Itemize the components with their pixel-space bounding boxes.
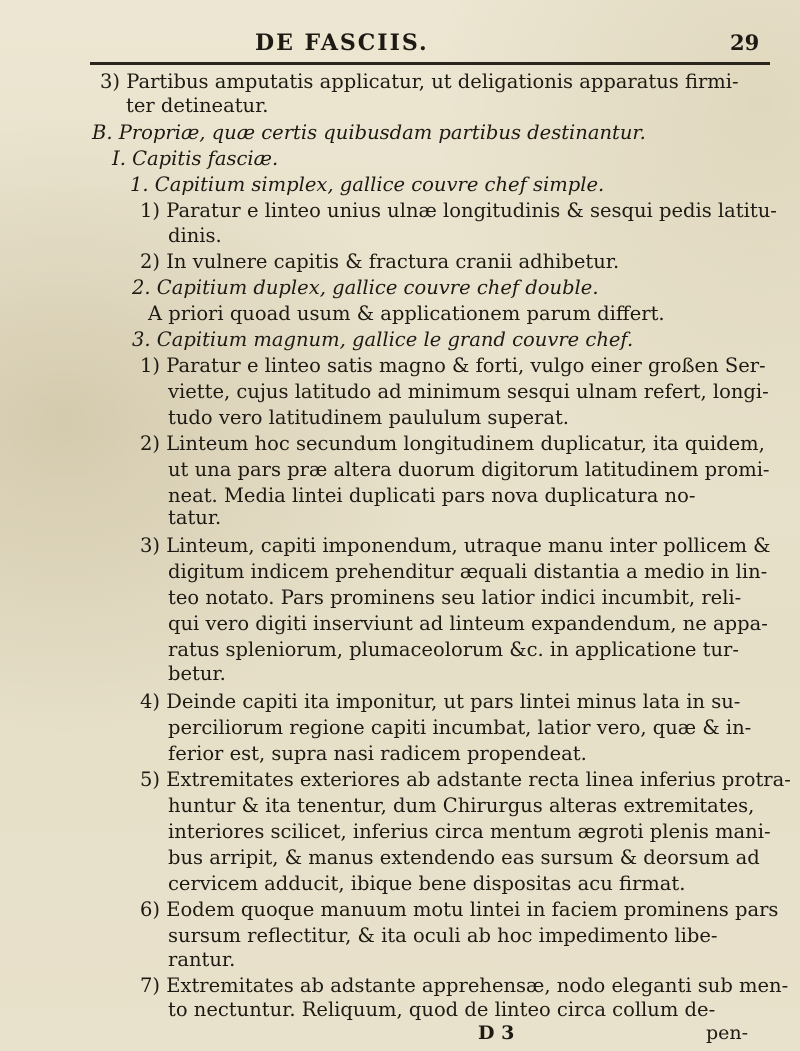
- section-heading: B. Propriæ, quæ certis quibusdam partibus destinantur.: [92, 121, 646, 144]
- text-line: 3) Linteum, capiti imponendum, utraque manu inter pollicem &: [140, 534, 771, 557]
- text-line: to nectuntur. Reliquum, quod de linteo circa collum de-: [168, 998, 716, 1021]
- text-line: 7) Extremitates ab adstante apprehensæ, nodo eleganti sub men-: [140, 974, 789, 997]
- text-line: ter detineatur.: [126, 94, 269, 117]
- text-line: ferior est, supra nasi radicem propendeat.: [168, 742, 587, 765]
- text-line: digitum indicem prehenditur æquali distantia a medio in lin-: [168, 560, 768, 583]
- text-line: ut una pars præ altera duorum digitorum latitudinem promi-: [168, 458, 770, 481]
- text-line: tudo vero latitudinem paululum superat.: [168, 406, 569, 429]
- text-line: huntur & ita tenentur, dum Chirurgus alteras extremitates,: [168, 794, 755, 817]
- subsection-heading: I. Capitis fasciæ.: [112, 147, 279, 170]
- text-line: qui vero digiti inserviunt ad linteum expandendum, ne appa-: [168, 612, 768, 635]
- text-line: ratus spleniorum, plumaceolorum &c. in applicatione tur-: [168, 638, 739, 661]
- catchword: pen-: [706, 1022, 749, 1044]
- text-line: perciliorum regione capiti incumbat, latior vero, quæ & in-: [168, 716, 752, 739]
- text-line: tatur.: [168, 506, 222, 529]
- text-line: 4) Deinde capiti ita imponitur, ut pars lintei minus lata in su-: [140, 690, 741, 713]
- text-line: dinis.: [168, 224, 222, 247]
- text-line: 2) In vulnere capitis & fractura cranii adhibetur.: [140, 250, 620, 273]
- item-heading: 2. Capitium duplex, gallice couvre chef double.: [132, 276, 599, 299]
- text-line: 1) Paratur e linteo satis magno & forti, vulgo einer großen Ser-: [140, 354, 766, 377]
- text-line: interiores scilicet, inferius circa mentum ægroti plenis mani-: [168, 820, 771, 843]
- page-number: 29: [730, 30, 760, 55]
- signature-mark: D 3: [478, 1022, 515, 1044]
- text-line: cervicem adducit, ibique bene dispositas acu firmat.: [168, 872, 686, 895]
- running-title: DE FASCIIS.: [255, 30, 429, 56]
- text-line: bus arripit, & manus extendendo eas sursum & deorsum ad: [168, 846, 760, 869]
- text-line: betur.: [168, 662, 226, 685]
- text-line: 1) Paratur e linteo unius ulnæ longitudinis & sesqui pedis latitu-: [140, 199, 777, 222]
- text-line: 2) Linteum hoc secundum longitudinem duplicatur, ita quidem,: [140, 432, 765, 455]
- text-line: neat. Media lintei duplicati pars nova duplicatura no-: [168, 484, 696, 507]
- text-line: rantur.: [168, 948, 236, 971]
- item-heading: 1. Capitium simplex, gallice couvre chef simple.: [130, 173, 605, 196]
- text-line: teo notato. Pars prominens seu latior indici incumbit, reli-: [168, 586, 742, 609]
- text-line: A priori quoad usum & applicationem parum differt.: [148, 302, 665, 325]
- text-line: 6) Eodem quoque manuum motu lintei in faciem prominens pars: [140, 898, 779, 921]
- text-line: sursum reflectitur, & ita oculi ab hoc impedimento libe-: [168, 924, 718, 947]
- text-line: viette, cujus latitudo ad minimum sesqui ulnam refert, longi-: [168, 380, 769, 403]
- text-line: 3) Partibus amputatis applicatur, ut deligationis apparatus firmi-: [100, 70, 739, 93]
- item-heading: 3. Capitium magnum, gallice le grand couvre chef.: [132, 328, 634, 351]
- text-line: 5) Extremitates exteriores ab adstante recta linea inferius protra-: [140, 768, 791, 791]
